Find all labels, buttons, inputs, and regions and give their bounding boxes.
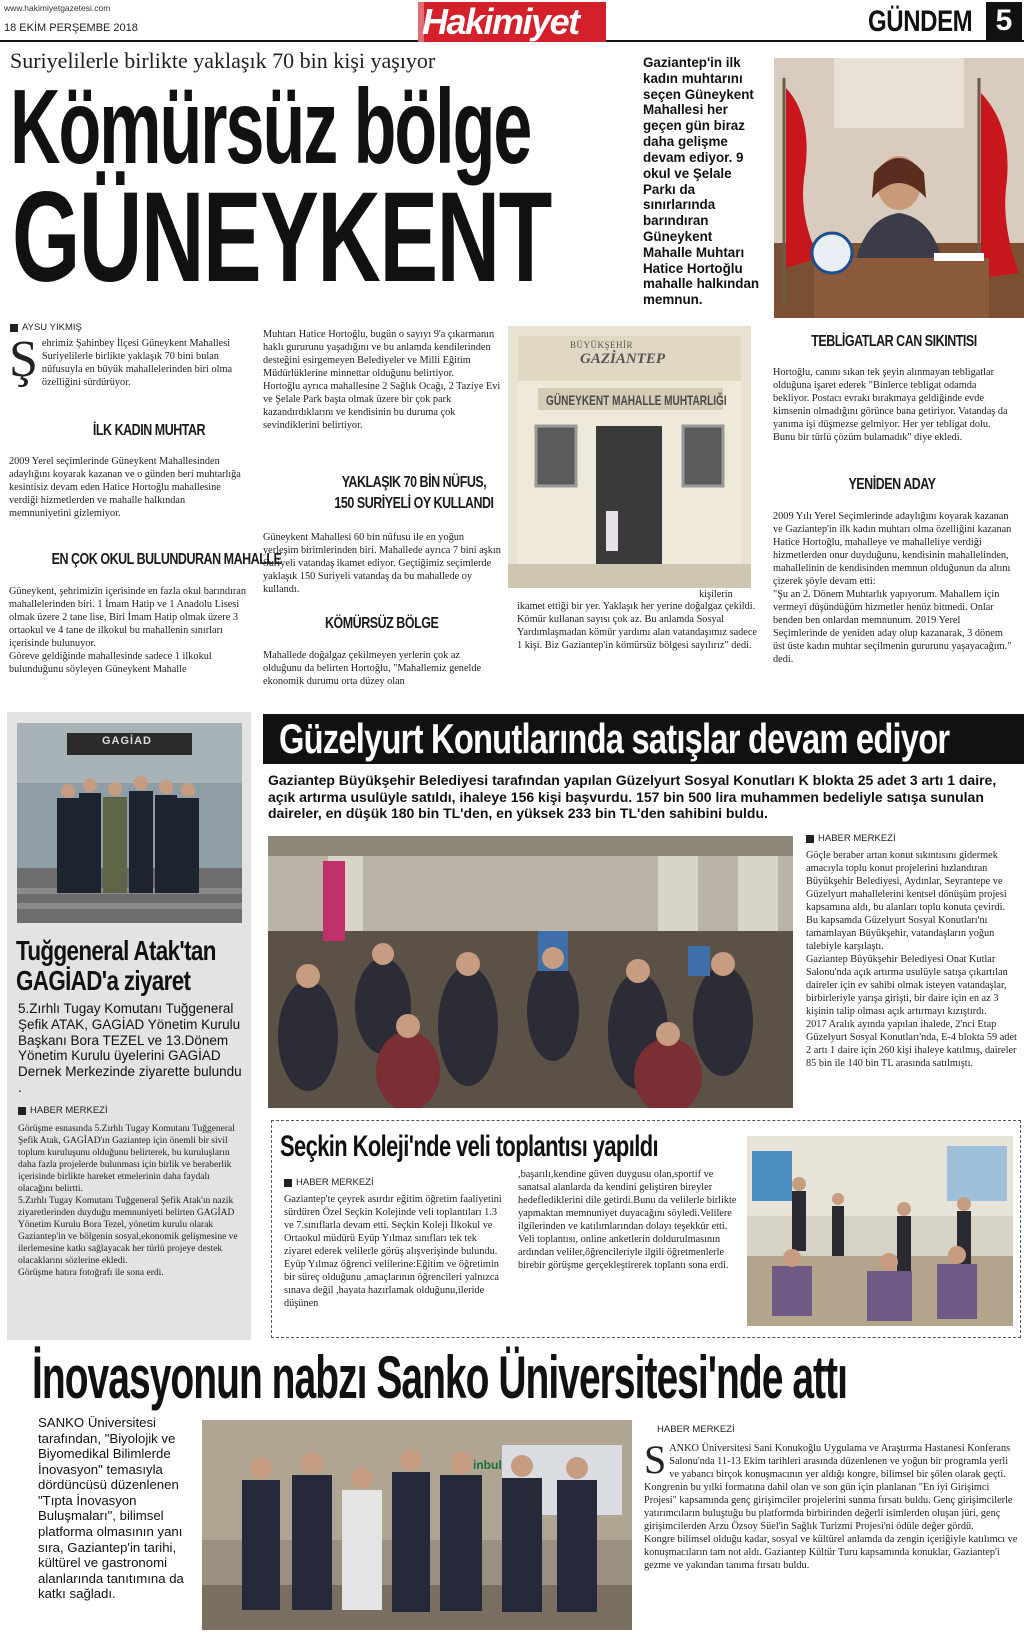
guzelyurt-byline: HABER MERKEZİ: [806, 833, 896, 844]
muhtarlik-building-photo: [508, 326, 751, 588]
lead-spot: Gaziantep'in ilk kadın muhtarını seçen Güneykent Mahallesi her geçen gün biraz daha gelişme devam ediyor. 9 okul ve Şelale Parkı da sınırlarında barındıran Güneykent Mahalle Muhtarı Hatice Hortoğlu mahalle halkından memnun.: [643, 55, 760, 308]
guzelyurt-auction-photo: [268, 836, 793, 1108]
lead-byline: AYSU YIKMIŞ: [10, 322, 82, 333]
lead-col3-tail: kişilerin: [699, 589, 733, 600]
sanko-spot: SANKO Üniversitesi tarafından, "Biyolojik ve Biyomedikal Bilimlerde İnovasyon" temasıyla dördüncüsü düzenlenen "Tıpta İnovasyon Buluşmaları", bilimsel platforma olmasının yanı sıra, Gaziantep'in tarihi, kültürel ve gastronomi alanlarında tanıtımına da katkı sağladı.: [38, 1415, 184, 1602]
lead-kicker: Suriyelilerle birlikte yaklaşık 70 bin kişi yaşıyor: [10, 48, 436, 73]
sanko-byline: HABER MERKEZİ: [657, 1424, 735, 1435]
seckin-byline: HABER MERKEZİ: [284, 1177, 374, 1188]
issue-date: 18 EKİM PERŞEMBE 2018: [4, 22, 138, 34]
lead-col2-para4: Mahallede doğalgaz çekilmeyen yerlerin çok az olduğunu da belirten Hortoğlu, "Mahallemiz genelde ekonomik durumu orta düzey olan: [263, 650, 482, 687]
sanko-dropcap: S: [644, 1437, 667, 1482]
lead-headline-line2: GÜNEYKENT: [12, 166, 551, 309]
subhead-yaklasik-70-bin: YAKLAŞIK 70 BİN NÜFUS, 150 SURİYELİ OY KULLANDI: [334, 474, 494, 512]
sign-gaziantep: GAZİANTEP: [580, 351, 666, 367]
subhead-komursuz-bolge: KÖMÜRSÜZ BÖLGE: [324, 615, 439, 632]
seckin-classroom-photo: [747, 1136, 1013, 1326]
seckin-headline: Seçkin Koleji'nde veli toplantısı yapıldı: [280, 1130, 659, 1163]
website-url: www.hakimiyetgazetesi.com: [4, 3, 111, 13]
muhtar-photo: [774, 58, 1024, 318]
subhead-tebligatlar: TEBLİGATLAR CAN SIKINTISI: [811, 333, 977, 350]
byline-square-icon: [18, 1107, 26, 1115]
section-label: GÜNDEM: [868, 5, 973, 38]
lead-column-4: 2009 Yılı Yerel Seçimlerinde adaylığını koyarak kazanan ve Gaziantep'in ilk kadın muhtarı olma özelliğini kazanan Hatice Hortoğlu, mahalleye ve mahalleliye verdiği hizmetlerden onur duyduğunu, kendisinin mahallelinden, mahallelinin de kendisinden memnun olduğunun da altını çizerek şöyle devam etti: "Şu an 2. Dönem Muhtarlık yapıyorum. Mahallem için vermeyi düşündüğüm hizmetler henüz bitmedi. Onlar benden ben onlardan memnunum. 2019 Yerel Seçimlerinde de yeniden aday olup kazanarak, 3 dönem üst üste kadın muhtar seçilmenin gururunu yaşayacağım." dedi.: [773, 511, 1012, 665]
masthead-logo: Hakimiyet: [418, 2, 606, 42]
sanko-headline: İnovasyonun nabzı Sanko Üniversitesi'nde attı: [32, 1344, 847, 1411]
gagiad-spot: 5.Zırhlı Tugay Komutanı Tuğgeneral Şefik ATAK, GAGİAD Yönetim Kurulu Başkanı Bora TEZEL ve 13.Dönem Yönetim Kurulu üyelerini GAGİAD Dernek Merkezinde ziyarette bulundu .: [18, 1001, 242, 1095]
subhead-en-cok-okul: EN ÇOK OKUL BULUNDURAN MAHALLE: [51, 551, 282, 568]
sign-buyuksehir: BÜYÜKŞEHİR: [570, 340, 634, 350]
gagiad-headline-line1: Tuğgeneral Atak'tan: [16, 935, 216, 966]
lead-column-1: Şehrimiz Şahinbey İlçesi Güneykent Mahallesi Suriyelilerle birlikte yaklaşık 70 bini bulan nüfusuyla en büyük mahallelerinden biri olma özelliğini sürdürüyor.: [9, 331, 233, 388]
lead-column-3: ikamet ettiği bir yer. Yaklaşık her yerine doğalgaz çekildi. Kömür kullanan sayısı çok az. Bu anlamda Sosyal Yardımlaşmadan kömür yardımı alan vatandaşımız sadece 1 kişi. Biz Gaziantep'in kömürsüz bölgesi sayılırız" dedi.: [517, 601, 758, 651]
seckin-column-2: ,başarılı,kendine güven duygusu olan,sportif ve sanatsal alanlarda da kendini geliştiren bireyler hedeflediklerini dile getirdi.Bunu da velilerle birlikte yapmaktan memnuniyet duyacağını söyledi.Velilere ilgilerinden ve katılımlarından dolayı teşekkür etti. Veli toplantısı, online anketlerin doldurulmasının ardından veliler,öğrencileriyle ilgili öğretmenlerle birebir görüşme gerçekleştirerek toplantı sona erdi.: [518, 1169, 737, 1271]
lead-headline-line1: Kömürsüz bölge: [10, 68, 531, 186]
lead-col2-para3: Güneykent Mahallesi 60 bin nüfusu ile en yoğun yerleşim birimlerinden biri. Mahallede ayrıca 7 bini aşkın Suriyeli vatandaş ikamet ediyor. Geçtiğimiz seçimlerde yaklaşık 150 Suriyeli vatandaş da bu mahallede oy kullandı.: [263, 532, 501, 595]
guzelyurt-headline-bar: [263, 714, 1024, 764]
sanko-photo-banner: inbul: [473, 1458, 502, 1472]
lead-col1-para2: 2009 Yerel seçimlerinde Güneykent Mahallesinden adaylığını koyarak kazanan ve o günden beri muhtarlığa kesintisiz devam eden Hatice Hortoğlu mahallesine verdiği hizmetlerden ve mahalle halkından memnuniyetini gizlemiyor.: [9, 456, 241, 519]
sign-muhtarlik: GÜNEYKENT MAHALLE MUHTARLIĞI: [546, 392, 727, 408]
guzelyurt-spot: Gaziantep Büyükşehir Belediyesi tarafından yapılan Güzelyurt Sosyal Konutları K blokta 25 adet 3 artı 1 daire, açık artırma usulüyle satıldı, ihaleye 156 kişi başvurdu. 157 bin 500 lira muhammen bedeliyle satışa sunulan daireler, en düşük 180 bin TL'den, en yüksek 233 bin TL'den sahibini buldu.: [268, 772, 997, 822]
byline-square-icon: [806, 835, 814, 843]
guzelyurt-headline: Güzelyurt Konutlarında satışlar devam ediyor: [279, 715, 950, 762]
gagiad-photo-sign: GAGİAD: [102, 735, 152, 747]
page-number: 5: [986, 2, 1022, 40]
guzelyurt-body: Göçle beraber artan konut sıkıntısını gidermek amacıyla toplu konut projelerini hızlandıran Büyükşehir Belediyesi, Aydınlar, Seyrantepe ve Güzelyurt mahallelerini kentsel dönüşüm projesi kapsamına aldı, bu alanları toplu konuta çevirdi. Bu kapsamda Güzelyurt Sosyal Konutları'nı tamamlayan Büyükşehir, vatandaşların yoğun talebiyle karşılaştı. Gaziantep Büyükşehir Belediyesi Onat Kutlar Salonu'nda açık artırma usulüyle satışa çıkartılan daireler için ev sahibi olmak isteyen vatandaşlar, birbirleriyle yarışa girişti, bir daire için en az 3 kişinin talip olması açık artırmayı kızıştırdı. 2017 Aralık ayında yapılan ihalede, 2'nci Etap Güzelyurt Sosyal Konutları'nda, E-4 blokta 59 adet 2 artı 1 daire için 260 kişi ihaleye katılmış, daireler 85 bin ile 140 bin TL arasında satılmıştı.: [806, 850, 1017, 1069]
lead-col4-para1: Hortoğlu, canını sıkan tek şeyin alınmayan tebligatlar olduğuna işaret ederek "Binlerce tebligat odamda bekliyor. Postacı evrakı bırakmaya geldiğinde evde kimsenin olmadığını görünce bana getiriyor. Vatandaş da yanıma işi düşmezse gelmiyor. Her yer tebligat dolu. Bunu bir türlü çözüm bulamadık" diye ekledi.: [773, 367, 1008, 443]
gagiad-group-photo: [17, 723, 242, 923]
subhead-yeniden-aday: YENİDEN ADAY: [848, 476, 936, 493]
gagiad-headline-line2: GAGİAD'a ziyaret: [16, 965, 191, 996]
gagiad-body: Görüşme esnasında 5.Zırhlı Tugay Komutanı Tuğgeneral Şefik Atak, GAGİAD'ın Gaziantep için önemli bir sivil toplum kuruluşunu olduğunu belirterek, bu kuruluşların daha fazla projelerde bulunması için birlik ve beraberlik içerisinde birlikte hareket etmelerinin daha faydalı olacağını belirtti. 5.Zırhlı Tugay Komutanı Tuğgeneral Şefik Atak'ın nazik ziyaretlerinden duyduğu memnuniyeti belirten GAGİAD Yönetim Kurulu Bora Tezel, yönetim kurulu olarak Gaziantep'in ve bölgenin sosyal,ekonomik gelişmesine ve ilerlemesine katkı sağlayacak her türlü projeye destek olacaklarını sözlerine ekledi. Görüşme hatıra fotoğrafı ile sona erdi.: [18, 1124, 238, 1278]
gagiad-byline: HABER MERKEZİ: [18, 1105, 108, 1116]
lead-column-2: Muhtarı Hatice Hortoğlu, bugün o sayıyı 9'a çıkarmanın haklı gururunu yaşadığını ve bu anlamda kendilerinden desteğini esirgemeyen Belediyeler ve Milli Eğitim Müdürlüklerine minnettar olduğunu belirtiyor. Hortoğlu ayrıca mahallesine 2 Sağlık Ocağı, 2 Taziye Evi ve Şelale Park başta olmak üzere bir çok park kazandırdıklarını ve kendisinin bu duruma çok sevindiklerini belirtiyor.: [263, 329, 501, 431]
sanko-body: SANKO Üniversitesi Sani Konukoğlu Uygulama ve Araştırma Hastanesi Konferans Salonu'nda 11-13 Ekim tarihleri arasında düzenlenen ve yoğun bir programla yerli ve yabancı birçok konuşmacının yer aldığı kongre, bilimsel bir şölen olarak geçti. Kongrenin bu yılki formatına dahil olan ve son gün için planlanan "En iyi Girişimci Projesi" kapsamında genç girişimciler projelerini sunma fırsatı buldu. Genç girişimcilerle yatırımcıların buluştuğu bu platformda birbirinden değerli isimlerden oluşan jüri, genç girişimcilerden Arzu Özsoy Süel'in Sağlık Turizmi Projesi'ni ödüle değer gördü. Kongre bilimsel olduğu kadar, sosyal ve kültürel anlamda da zengin içeriğiyle katılımcı ve konuşmacıların tam not aldı. Gaziantep Kültür Turu kapsamında konuklar, Gaziantep'i gezme ve yakından tanıma fırsatı buldu.: [644, 1437, 1018, 1571]
dropcap: Ş: [9, 331, 38, 388]
lead-col1-para3: Güneykent, şehrimizin içerisinde en fazla okul barındıran mahallelerinden biri. 1 İmam Hatip ve 1 Anadolu Lisesi olmak üzere 2 tane lise, Biri İmam Hatip olmak üzere 3 ortaokul ve 4 tane de ilkokul bu mahallenin sınırları içerisinde bulunuyor. Göreve geldiğinde mahallesinde sadece 1 ilkokul bulunduğunu söyleyen Güneykent Mahalle: [9, 586, 247, 675]
seckin-column-1: Gaziantep'te çeyrek asırdır eğitim öğretim faaliyetini sürdüren Özel Seçkin Kolejinde veli toplantıları 1.3 ve 7.sınıflarla devam etti. Seçkin Koleji İlkokul ve Ortaokul müdürü Eyüp Yılmaz sınıfları tek tek ziyaret ederek velilerle görüş alışverişinde bulundu. Eyüp Yılmaz öğrenci velilerine:Eğitim ve öğretimin bir süreç olduğunu ,amaçlarının öğrencileri yalnızca sınava değil ,hayata hazırlamak olduğunu,ileride düşünen: [284, 1194, 502, 1309]
sanko-group-photo: [202, 1420, 632, 1630]
subhead-ilk-kadin-muhtar: İLK KADIN MUHTAR: [92, 422, 206, 439]
byline-square-icon: [284, 1179, 292, 1187]
